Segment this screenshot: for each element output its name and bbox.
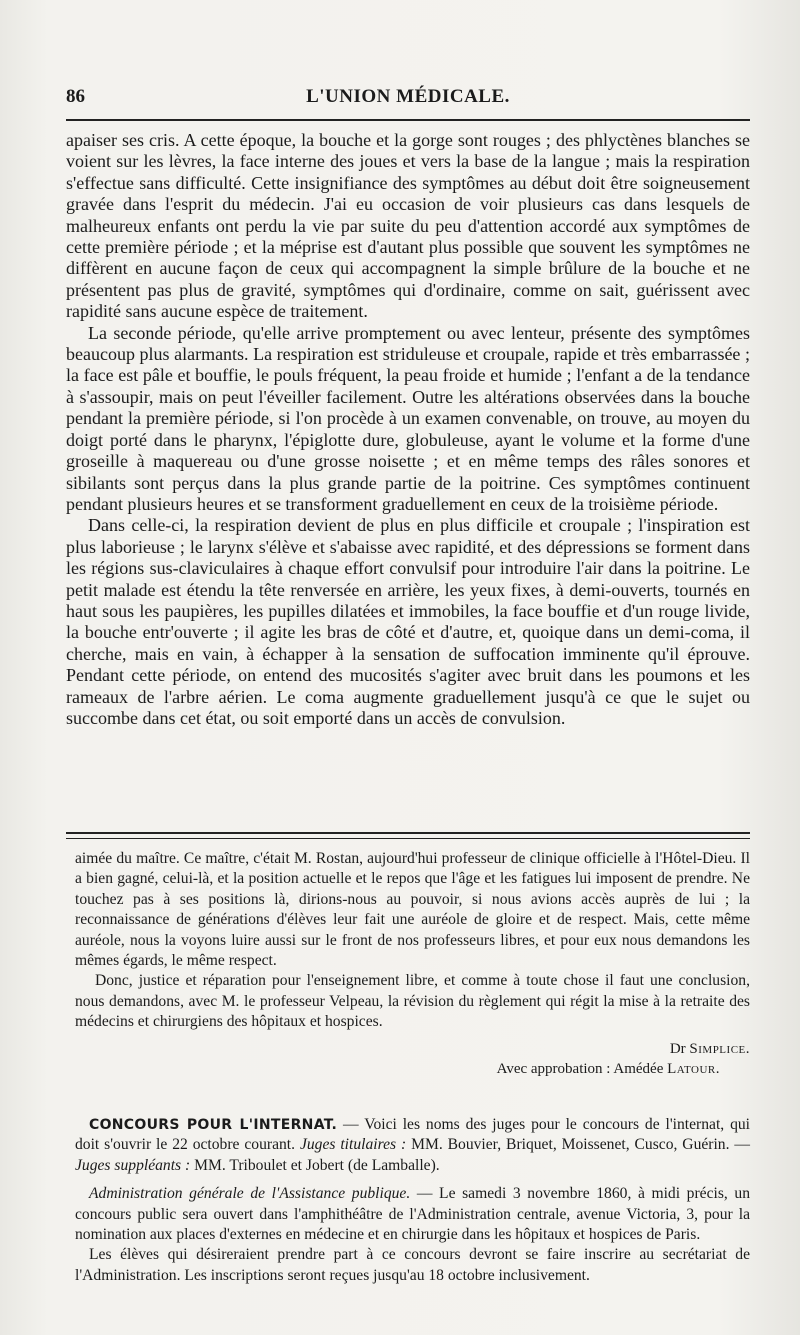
- page-header: [66, 86, 750, 112]
- juges-suppleants: MM. Triboulet et Jobert (de Lamballe).: [190, 1156, 440, 1174]
- news-section: [75, 1115, 750, 1286]
- juges-titulaires: MM. Bouvier, Briquet, Moissenet, Cusco, Guérin. —: [406, 1136, 751, 1154]
- admin-paragraph: [75, 1184, 750, 1245]
- main-paragraph-2: La seconde période, qu'elle arrive promptement ou avec lenteur, présente des symptômes beaucoup plus alarmants. La respiration est striduleuse et croupale, rapide et très embarrassée ; la face est pâle et bouffie, le pouls fréquent, la peau froide et humide ; l'enfant a de la tendance à s'assoupir, mais on peut l'éveiller facilement. Outre les altérations observées dans la bouche pendant la première période, si l'on procède à un examen convenable, on trouve, au moyen du doigt porté dans le pharynx, l'épiglotte dure, globuleuse, ayant le volume et la forme d'une groseille à maquereau ou d'une grosse noisette ; et en même temps des râles sonores et sibilants sont perçus dans la plus grande partie de la poitrine. Ces symptômes continuent pendant plusieurs heures et se transforment graduellement en ceux de la troisième période.: [66, 322, 750, 514]
- header-rule: [66, 119, 750, 121]
- main-article: [66, 130, 750, 729]
- admin-text: — Le samedi 3 novembre 1860, à midi précis, un concours public sera ouvert dans l'amphithéâtre de l'Administration centrale, avenue Victoria, 3, pour la nomination aux places d'externes en médecine et en chirurgie dans les hôpitaux et hospices de Paris.: [75, 1185, 751, 1244]
- eleves-paragraph: Les élèves qui désireraient prendre part à ce concours devront se faire inscrire au secrétariat de l'Administration. Les inscriptions seront reçues jusqu'au 18 octobre inclusivement.: [75, 1246, 750, 1284]
- juges-suppleants-label: Juges suppléants :: [75, 1156, 191, 1174]
- feuilleton-paragraph-2: Donc, justice et réparation pour l'enseignement libre, et comme à toute chose il faut une conclusion, nous demandons, avec M. le professeur Velpeau, la révision du règlement qui régit la mise à la retraite des médecins et chirurgiens des hôpitaux et hospices.: [75, 972, 750, 1031]
- running-title: L'UNION MÉDICALE.: [306, 86, 510, 107]
- signature-name: Simplice.: [689, 1040, 750, 1057]
- feuilleton-section: [75, 849, 750, 1079]
- concours-heading: CONCOURS POUR L'INTERNAT.: [89, 1117, 338, 1133]
- main-paragraph-1: apaiser ses cris. A cette époque, la bouche et la gorge sont rouges ; des phlyctènes blanches se voient sur les lèvres, la face interne des joues et vers la base de la langue ; mais la respiration s'effectue sans difficulté. Cette insignifiance des symptômes au début doit être soigneusement gravée dans l'esprit du médecin. J'ai eu occasion de voir plusieurs cas dans lesquels de malheureux enfants ont perdu la vie par suite du peu d'attention accordé aux symptômes de cette première période ; et la méprise est d'autant plus possible que souvent les symptômes ne diffèrent en aucune façon de ceux qui accompagnent la simple brûlure de la bouche et ne présentent pas plus de gravité, symptômes qui d'ordinaire, comme on sait, guérissent avec rapidité sans aucune espèce de traitement.: [66, 130, 750, 322]
- feuilleton-paragraph-1: aimée du maître. Ce maître, c'était M. Rostan, aujourd'hui professeur de clinique officielle à l'Hôtel-Dieu. Il a bien gagné, celui-là, et la position actuelle et le repos que l'âge et les fatigues lui imposent de prendre. Ne touchez pas à ses positions là, dirions-nous au pouvoir, si nous avions accès auprès de lui ; la reconnaissance de générations d'élèves leur fait une auréole de gloire et de respect. Mais, cette même auréole, nous la voyons luire aussi sur le front de nos professeurs libres, et pour eux nous demandons les mêmes égards, le même respect.: [75, 850, 750, 970]
- admin-label: Administration générale de l'Assistance publique.: [89, 1185, 411, 1203]
- approval-prefix: Avec approbation : Amédée: [496, 1060, 664, 1077]
- signature: [75, 1039, 750, 1059]
- approval-line: [75, 1059, 750, 1079]
- concours-paragraph: [75, 1115, 750, 1176]
- signature-prefix: Dr: [669, 1040, 686, 1057]
- main-paragraph-3: Dans celle-ci, la respiration devient de plus en plus difficile et croupale ; l'inspiration est plus laborieuse ; le larynx s'élève et s'abaisse avec rapidité, et des dépressions se forment dans les régions sus-claviculaires à chaque effort convulsif pour introduire l'air dans la poitrine. Le petit malade est étendu la tête renversée en arrière, les yeux fixes, à demi-ouverts, tournés en haut sous les paupières, les pupilles dilatées et immobiles, la face bouffie et d'un rouge livide, la bouche entr'ouverte ; il agite les bras de côté et d'autre, et, quoique dans un demi-coma, il cherche, mais en vain, à échapper à la sensation de suffocation imminente qu'il éprouve. Pendant cette période, on entend des mucosités s'agiter avec bruit dans les poumons et les rameaux de l'arbre aérien. Le coma augmente graduellement jusqu'à ce que le sujet ou succombe dans cet état, ou soit emporté dans un accès de convulsion.: [66, 515, 750, 728]
- juges-titulaires-label: Juges titulaires :: [299, 1136, 407, 1154]
- approval-name: Latour.: [667, 1060, 720, 1077]
- concours-text: — Voici les noms des juges pour le concours de l'internat, qui doit s'ouvrir le 22 octobre courant.: [75, 1116, 751, 1154]
- page-number: 86: [66, 86, 85, 107]
- feuilleton-divider: [66, 832, 750, 839]
